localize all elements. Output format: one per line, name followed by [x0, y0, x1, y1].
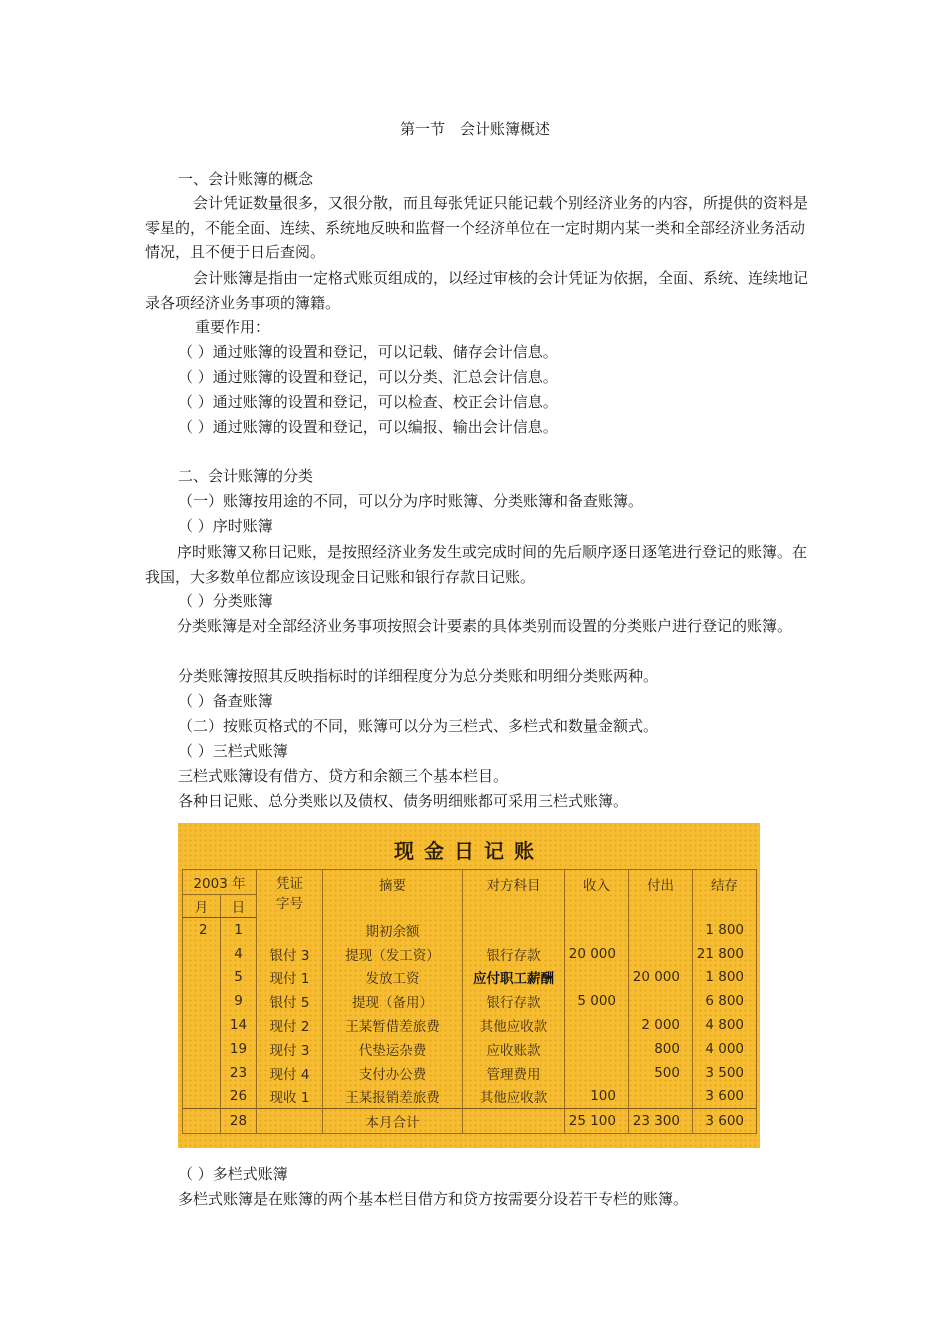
header-account: 对方科目 [463, 870, 565, 918]
cell-month [183, 942, 221, 966]
journal-title: 现金日记账 [394, 839, 544, 863]
cell-month [183, 1061, 221, 1085]
cell-income [565, 966, 629, 990]
cell-income [565, 918, 629, 942]
cell-income [565, 1013, 629, 1037]
cell-voucher [257, 918, 323, 942]
paragraph-ledger: 分类账簿是对全部经济业务事项按照会计要素的具体类别而设置的分类账户进行登记的账簿。 [177, 617, 793, 635]
role-item: （ ）通过账簿的设置和登记，可以编报、输出会计信息。 [178, 418, 558, 436]
paragraph-chronological-book: 序时账簿又称日记账，是按照经济业务发生或完成时间的先后顺序逐日逐笔进行登记的账簿。在我国，大多数单位都应该设现金日记账和银行存款日记账。 [145, 543, 808, 586]
paragraph-three-column-usage: 各种日记账、总分类账以及债权、债务明细账都可采用三栏式账簿。 [178, 792, 629, 810]
cell-balance: 1 800 [693, 918, 757, 942]
cell-income [565, 1061, 629, 1085]
cell-balance: 21 800 [693, 942, 757, 966]
cell-month [183, 1109, 221, 1134]
header-month: 月 [183, 895, 221, 918]
paragraph-ledger-types: 分类账簿按照其反映指标时的详细程度分为总分类账和明细分类账两种。 [178, 667, 659, 685]
cell-month [183, 1013, 221, 1037]
paragraph-multi-column: 多栏式账簿是在账簿的两个基本栏目借方和贷方按需要分设若干专栏的账簿。 [178, 1190, 689, 1208]
cell-day: 14 [221, 1013, 257, 1037]
cell-expense [629, 1085, 693, 1109]
table-row [183, 1061, 757, 1085]
cell-income: 100 [565, 1085, 629, 1109]
cell-account: 应收账款 [463, 1037, 565, 1061]
cell-expense [629, 989, 693, 1013]
cell-day: 19 [221, 1037, 257, 1061]
header-year: 2003 年 [183, 870, 257, 895]
cell-summary: 提现（备用） [323, 989, 463, 1013]
cell-voucher: 银付 3 [257, 942, 323, 966]
cell-month [183, 989, 221, 1013]
cell-balance: 4 800 [693, 1013, 757, 1037]
cell-voucher: 现付 3 [257, 1037, 323, 1061]
subheading-memorandum-book: （ ）备查账簿 [178, 692, 273, 710]
cell-expense: 2 000 [629, 1013, 693, 1037]
table-row [183, 966, 757, 990]
table-total-row [183, 1109, 757, 1134]
header-summary: 摘要 [323, 870, 463, 918]
table-row [183, 1013, 757, 1037]
header-balance: 结存 [693, 870, 757, 918]
paragraph-three-column: 三栏式账簿设有借方、贷方和余额三个基本栏目。 [178, 767, 509, 785]
cell-expense: 23 300 [629, 1109, 693, 1134]
cell-account [463, 918, 565, 942]
role-item: （ ）通过账簿的设置和登记，可以分类、汇总会计信息。 [178, 368, 558, 386]
cell-day: 9 [221, 989, 257, 1013]
page-title: 第一节 会计账簿概述 [399, 120, 550, 138]
cell-voucher [257, 1109, 323, 1134]
cell-income: 25 100 [565, 1109, 629, 1134]
cell-voucher: 现收 1 [257, 1085, 323, 1109]
section-heading-concept: 一、会计账簿的概念 [178, 170, 314, 188]
cell-balance: 6 800 [693, 989, 757, 1013]
cell-summary: 代垫运杂费 [323, 1037, 463, 1061]
cell-summary: 支付办公费 [323, 1061, 463, 1085]
table-row [183, 989, 757, 1013]
section-heading-classification: 二、会计账簿的分类 [178, 467, 314, 485]
cash-journal-figure [178, 823, 760, 1148]
cell-summary: 提现（发工资） [323, 942, 463, 966]
cell-day: 4 [221, 942, 257, 966]
cell-summary: 期初余额 [323, 918, 463, 942]
cell-account: 应付职工薪酬 [463, 966, 565, 990]
cell-income: 5 000 [565, 989, 629, 1013]
cell-summary: 王某报销差旅费 [323, 1085, 463, 1109]
cell-month [183, 1037, 221, 1061]
header-income: 收入 [565, 870, 629, 918]
cell-voucher: 银付 5 [257, 989, 323, 1013]
table-row [183, 1085, 757, 1109]
cell-account: 银行存款 [463, 989, 565, 1013]
subheading-multi-column: （ ）多栏式账簿 [178, 1165, 288, 1183]
cell-summary: 王某暂借差旅费 [323, 1013, 463, 1037]
cell-voucher: 现付 2 [257, 1013, 323, 1037]
cell-day: 28 [221, 1109, 257, 1134]
cell-income: 20 000 [565, 942, 629, 966]
paragraph-concept-1: 会计凭证数量很多，又很分散，而且每张凭证只能记载个别经济业务的内容，所提供的资料是零星的，不能全面、连续、系统地反映和监督一个经济单位在一定时期内某一类和全部经济业务活动情况，且不便于日后查阅。 [145, 194, 809, 261]
classification-by-format: （二）按账页格式的不同，账簿可以分为三栏式、多栏式和数量金额式。 [178, 717, 659, 735]
cell-month [183, 966, 221, 990]
subheading-three-column: （ ）三栏式账簿 [178, 742, 288, 760]
cell-balance: 1 800 [693, 966, 757, 990]
cell-account: 银行存款 [463, 942, 565, 966]
cell-expense [629, 918, 693, 942]
subheading-chronological-book: （ ）序时账簿 [178, 517, 273, 535]
cell-balance: 3 500 [693, 1061, 757, 1085]
cell-summary: 本月合计 [323, 1109, 463, 1134]
header-day: 日 [221, 895, 257, 918]
cell-month: 2 [183, 918, 221, 942]
header-voucher: 凭证字号 [257, 870, 323, 918]
roles-heading: 重要作用： [195, 318, 271, 336]
table-row [183, 942, 757, 966]
cell-summary: 发放工资 [323, 966, 463, 990]
cell-balance: 4 000 [693, 1037, 757, 1061]
classification-by-use: （一）账簿按用途的不同，可以分为序时账簿、分类账簿和备查账簿。 [178, 492, 644, 510]
subheading-ledger: （ ）分类账簿 [178, 592, 273, 610]
cell-voucher: 现付 4 [257, 1061, 323, 1085]
cell-balance: 3 600 [693, 1085, 757, 1109]
header-expense: 付出 [629, 870, 693, 918]
cell-day: 26 [221, 1085, 257, 1109]
cell-voucher: 现付 1 [257, 966, 323, 990]
role-item: （ ）通过账簿的设置和登记，可以记载、储存会计信息。 [178, 343, 558, 361]
cell-account [463, 1109, 565, 1134]
cell-account: 其他应收款 [463, 1085, 565, 1109]
cell-day: 23 [221, 1061, 257, 1085]
role-item: （ ）通过账簿的设置和登记，可以检查、校正会计信息。 [178, 393, 558, 411]
cell-day: 1 [221, 918, 257, 942]
cell-expense: 500 [629, 1061, 693, 1085]
cell-balance: 3 600 [693, 1109, 757, 1134]
table-row [183, 918, 757, 942]
paragraph-concept-2: 会计账簿是指由一定格式账页组成的，以经过审核的会计凭证为依据，全面、系统、连续地记录各项经济业务事项的簿籍。 [145, 269, 809, 312]
cell-expense [629, 942, 693, 966]
cell-income [565, 1037, 629, 1061]
cell-month [183, 1085, 221, 1109]
table-row [183, 1037, 757, 1061]
cash-journal-table [182, 869, 757, 1134]
cell-expense: 800 [629, 1037, 693, 1061]
cell-account: 其他应收款 [463, 1013, 565, 1037]
cell-account: 管理费用 [463, 1061, 565, 1085]
cell-day: 5 [221, 966, 257, 990]
cell-expense: 20 000 [629, 966, 693, 990]
